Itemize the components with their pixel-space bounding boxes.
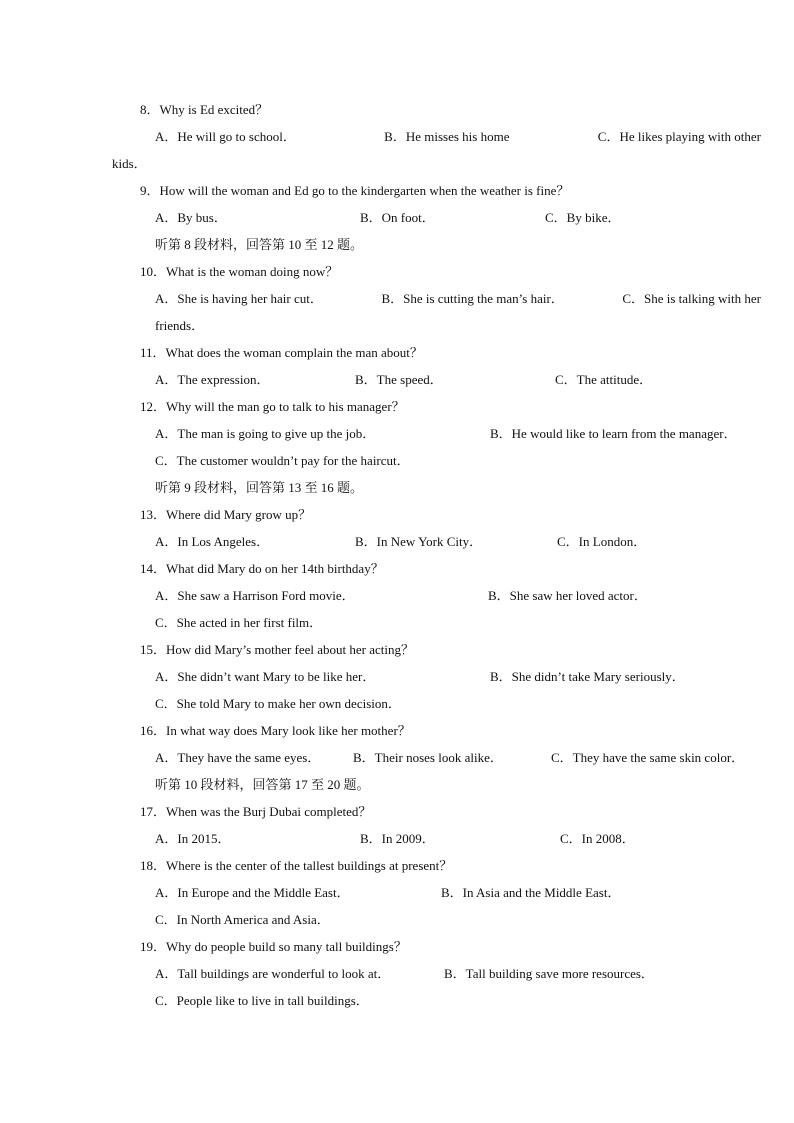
option-c: C．They have the same skin color．: [551, 750, 745, 765]
question-stem: 15．How did Mary’s mother feel about her acting？: [140, 642, 415, 657]
option-b: B．She is cutting the man’s hair．: [381, 291, 564, 306]
option-b: B．On foot．: [360, 210, 435, 225]
option-a: A．In Los Angeles．: [155, 534, 270, 549]
option-a: A．Tall buildings are wonderful to look at．: [155, 966, 391, 981]
option-c: C．She acted in her first film．: [155, 615, 323, 630]
section-instruction: 听第 8 段材料，回答第 10 至 12 题。: [155, 237, 364, 252]
option-a: A．In Europe and the Middle East．: [155, 885, 350, 900]
option-c: C．The attitude．: [555, 372, 653, 387]
option-a: A．He will go to school．: [155, 129, 296, 144]
option-c: C．By bike．: [545, 210, 621, 225]
option-a: A．By bus．: [155, 210, 227, 225]
option-row: [155, 290, 761, 308]
option-a: A．She didn’t want Mary to be like her．: [155, 669, 376, 684]
option-continuation: kids．: [112, 156, 147, 171]
section-instruction: 听第 9 段材料，回答第 13 至 16 题。: [155, 480, 364, 495]
option-c: C．In North America and Asia．: [155, 912, 330, 927]
option-b: B．Tall building save more resources．: [444, 966, 654, 981]
question-stem: 17．When was the Burj Dubai completed？: [140, 804, 372, 819]
option-a: A．She saw a Harrison Ford movie．: [155, 588, 355, 603]
question-stem: 16．In what way does Mary look like her mother？: [140, 723, 411, 738]
question-stem: 11．What does the woman complain the man about？: [140, 345, 423, 360]
section-instruction: 听第 10 段材料，回答第 17 至 20 题。: [155, 777, 370, 792]
option-b: B．She saw her loved actor．: [488, 588, 647, 603]
option-b: B．He misses his home: [384, 129, 510, 144]
option-c: C．She is talking with her: [622, 291, 761, 306]
question-stem: 19．Why do people build so many tall buildings？: [140, 939, 407, 954]
option-b: B．In 2009．: [360, 831, 435, 846]
option-b: B．In New York City．: [355, 534, 483, 549]
option-b: B．He would like to learn from the manager．: [490, 426, 737, 441]
question-stem: 10．What is the woman doing now？: [140, 264, 339, 279]
question-stem: 9．How will the woman and Ed go to the kindergarten when the weather is fine？: [140, 183, 570, 198]
option-c: C．The customer wouldn’t pay for the haircut．: [155, 453, 410, 468]
option-b: B．In Asia and the Middle East．: [441, 885, 621, 900]
option-continuation: friends．: [155, 318, 205, 333]
question-stem: 14．What did Mary do on her 14th birthday？: [140, 561, 384, 576]
option-b: B．She didn’t take Mary seriously．: [490, 669, 685, 684]
option-c: C．People like to live in tall buildings．: [155, 993, 369, 1008]
option-c: C．She told Mary to make her own decision．: [155, 696, 401, 711]
option-a: A．She is having her hair cut．: [155, 291, 323, 306]
question-stem: 18．Where is the center of the tallest buildings at present？: [140, 858, 453, 873]
question-stem: 13．Where did Mary grow up？: [140, 507, 312, 522]
option-a: A．They have the same eyes．: [155, 750, 321, 765]
option-a: A．The expression．: [155, 372, 270, 387]
option-a: A．In 2015．: [155, 831, 231, 846]
option-c: C．He likes playing with other: [597, 129, 761, 144]
question-stem: 8．Why is Ed excited？: [140, 102, 269, 117]
option-c: C．In London．: [557, 534, 647, 549]
option-c: C．In 2008．: [560, 831, 635, 846]
option-b: B．Their noses look alike．: [353, 750, 503, 765]
option-row: [155, 128, 761, 146]
option-b: B．The speed．: [355, 372, 443, 387]
option-a: A．The man is going to give up the job．: [155, 426, 376, 441]
question-stem: 12．Why will the man go to talk to his manager？: [140, 399, 405, 414]
